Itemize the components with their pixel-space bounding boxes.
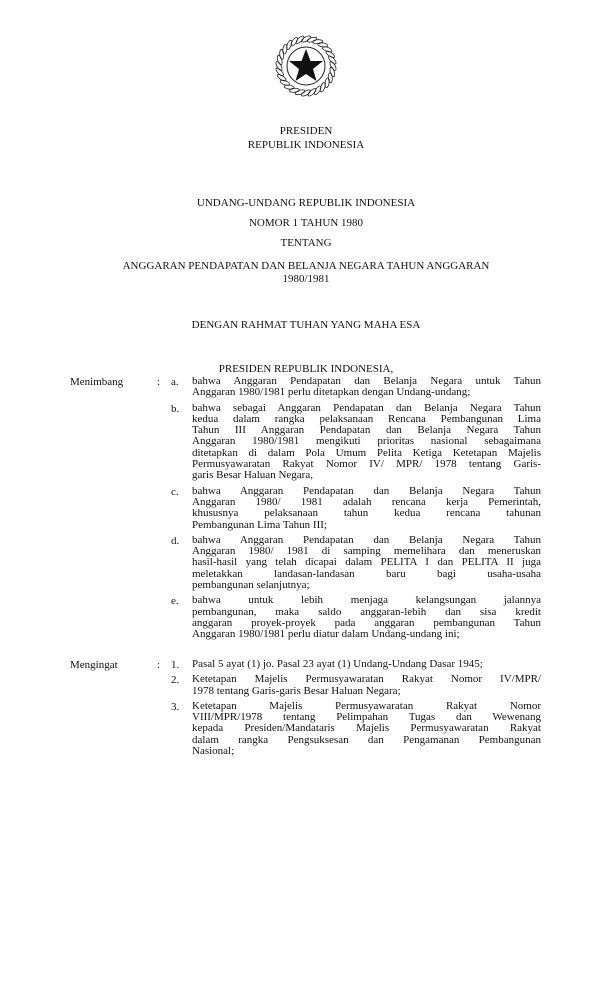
item-marker: d. <box>171 534 180 547</box>
item-text-line: pembangunan selanjutnya; <box>192 579 310 592</box>
item-text-line: bahwa Anggaran Pendapatan dan Belanja Negara Tahun <box>192 533 541 546</box>
item-marker: e. <box>171 595 179 608</box>
law-subject-year: 1980/1981 <box>282 273 330 285</box>
item-text-line: bahwa Anggaran Pendapatan dan Belanja Negara untuk Tahun <box>192 375 541 387</box>
menimbang-item <box>70 535 550 591</box>
item-text-line: Anggaran 1980/1981 perlu diatur dalam Undang-undang ini; <box>192 628 460 641</box>
item-text-line: bahwa Anggaran Pendapatan dan Belanja Negara Tahun <box>192 484 541 497</box>
item-text-line: kepada Presiden/Mandataris Majelis Permusyawaratan Rakyat <box>192 722 541 735</box>
item-text-line: Tahun III Anggaran Pendapatan dan Belanja Negara Tahun <box>192 424 541 437</box>
item-marker: 2. <box>171 674 180 687</box>
mengingat-item <box>70 674 550 697</box>
item-text-line: 1978 tentang Garis-garis Besar Haluan Negara; <box>192 684 401 697</box>
item-text-line: khususnya pelaksanaan tahun kedua rencana tahunan <box>192 507 541 520</box>
menimbang-item <box>70 595 550 640</box>
menimbang-item <box>70 486 550 531</box>
colon: : <box>157 659 161 671</box>
menimbang-item <box>70 403 550 482</box>
menimbang-item <box>70 376 550 399</box>
item-text-line: Anggaran 1980/1981 mengikuti prioritas nasional sebagaimana <box>192 435 541 448</box>
item-text-line: Ketetapan Majelis Permusyawaratan Rakyat Nomor IV/MPR/ <box>192 673 541 686</box>
item-text-line: anggaran proyek-proyek pada anggaran pembangunan Tahun <box>192 616 541 629</box>
mengingat-section <box>70 659 550 761</box>
president-heading: PRESIDEN REPUBLIK INDONESIA, <box>218 363 394 375</box>
mengingat-label: Mengingat <box>70 659 118 671</box>
item-text-line: pembangunan, maka saldo anggaran-lebih dan sisa kredit <box>192 605 541 618</box>
law-title: UNDANG-UNDANG REPUBLIK INDONESIA <box>196 197 416 209</box>
item-text-line: Pembangunan Lima Tahun III; <box>192 518 327 531</box>
item-text-line: dalam rangka Pengsuksesan dan Pengamanan Pembangunan <box>192 733 541 746</box>
item-text-line: bahwa sebagai Anggaran Pendapatan dan Belanja Negara Tahun <box>192 401 541 414</box>
menimbang-label: Menimbang <box>70 376 124 388</box>
item-marker: 3. <box>171 700 180 713</box>
menimbang-section <box>70 376 550 645</box>
item-text-line: Anggaran 1980/1981 perlu ditetapkan dengan Undang-undang; <box>192 386 471 399</box>
item-marker: c. <box>171 485 179 498</box>
law-subject: ANGGARAN PENDAPATAN DAN BELANJA NEGARA TAHUN ANGGARAN <box>122 260 490 272</box>
item-marker: b. <box>171 402 180 415</box>
colon: : <box>157 376 161 388</box>
item-text-line: Pasal 5 ayat (1) jo. Pasal 23 ayat (1) Undang-Undang Dasar 1945; <box>192 658 483 670</box>
star-wreath-emblem-icon <box>268 30 344 100</box>
law-about: TENTANG <box>280 237 332 249</box>
item-text-line: Ketetapan Majelis Permusyawaratan Rakyat Nomor <box>192 699 541 712</box>
law-number: NOMOR 1 TAHUN 1980 <box>248 217 364 229</box>
item-marker: a. <box>171 376 179 388</box>
item-text-line: garis Besar Haluan Negara, <box>192 469 313 482</box>
item-text-line: Anggaran 1980/ 1981 di samping memelihara dan meneruskan <box>192 545 541 558</box>
item-text-line: ditetapkan di dalam Pola Umum Pelita Ketiga Ketetapan Majelis <box>192 446 541 459</box>
item-text-line: Permusyawaratan Rakyat Nomor IV/ MPR/ 1978 tentang Garis- <box>192 458 541 471</box>
item-text-line: bahwa untuk lebih menjaga kelangsungan jalannya <box>192 594 541 607</box>
blessing: DENGAN RAHMAT TUHAN YANG MAHA ESA <box>191 319 421 331</box>
header-president: PRESIDEN <box>279 125 333 137</box>
item-text-line: VIII/MPR/1978 tentang Pelimpahan Tugas dan Wewenang <box>192 711 541 724</box>
item-text-line: Anggaran 1980/ 1981 adalah rencana kerja Pemerintah, <box>192 495 541 508</box>
mengingat-item <box>70 659 550 670</box>
item-text-line: kedua dalam rangka pelaksanaan Rencana Pembangunan Lima <box>192 412 541 425</box>
mengingat-item <box>70 701 550 757</box>
item-text-line: Nasional; <box>192 745 235 758</box>
item-text-line: meletakkan landasan-landasan baru bagi usaha-usaha <box>192 567 541 580</box>
item-marker: 1. <box>171 659 180 671</box>
header-republic: REPUBLIK INDONESIA <box>247 139 365 151</box>
item-text-line: hasil-hasil yang telah dicapai dalam PELITA I dan PELITA II juga <box>192 556 541 569</box>
